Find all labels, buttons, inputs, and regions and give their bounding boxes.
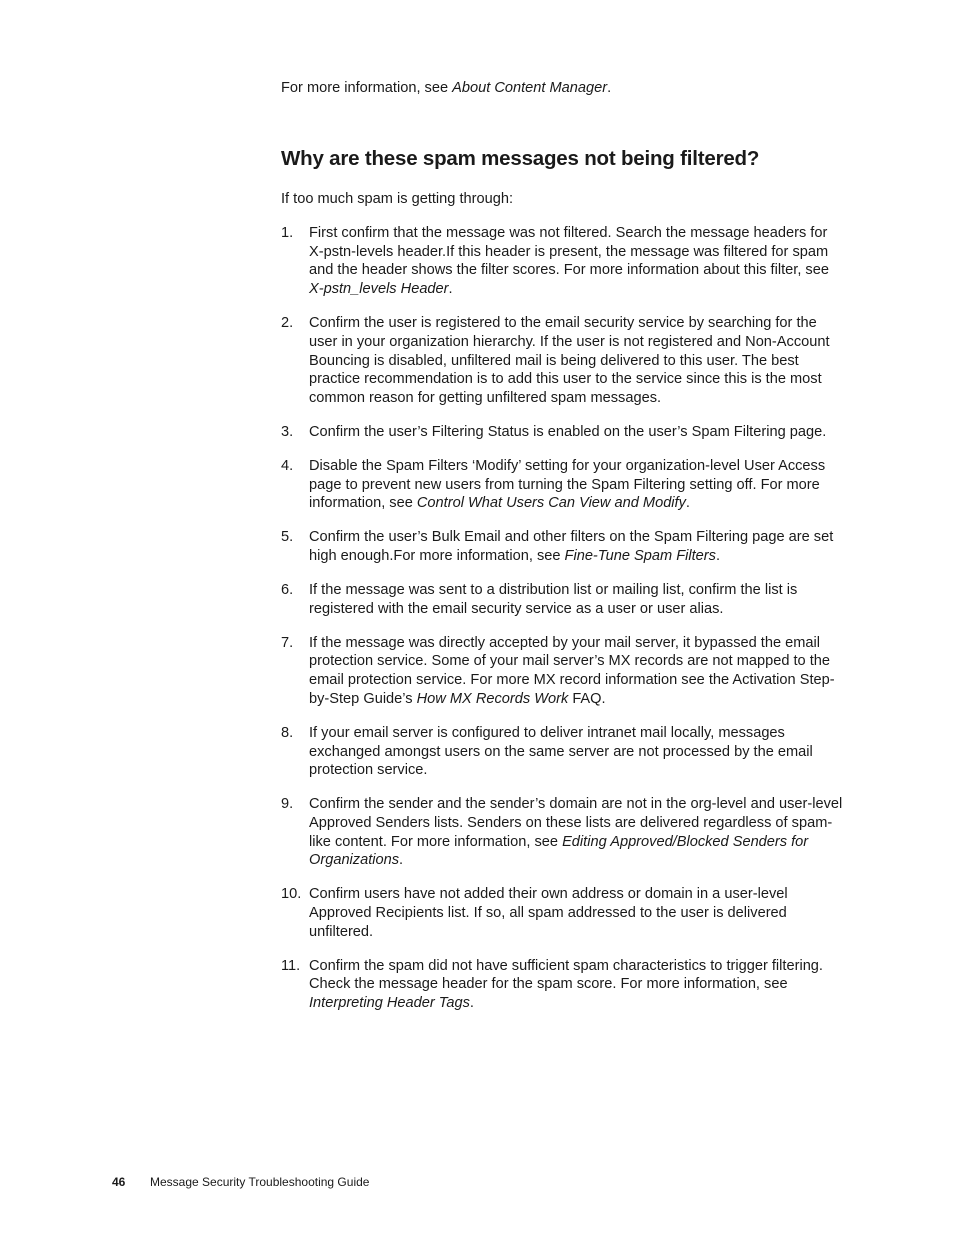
step-text-segment: If your email server is configured to deliver intranet mail locally, messages exchanged amongst users on the same server are not processed by the email protection service.: [309, 724, 813, 779]
step-text: [309, 528, 843, 565]
list-item: [281, 957, 843, 1013]
intro-suffix: .: [607, 80, 612, 96]
step-text-segment: .: [685, 495, 690, 512]
cross-reference-link[interactable]: How MX Records Work: [416, 690, 569, 707]
step-text-segment: Confirm the sender and the sender’s domain are not in the org-level and user-level Approved Senders lists. Senders on these lists are delivered regardless of spam-like content. For more information, see: [309, 796, 843, 850]
step-number: 9.: [281, 796, 294, 813]
page-footer: [112, 1174, 369, 1190]
step-text: [309, 885, 843, 941]
list-item: [281, 581, 843, 618]
list-item: [281, 528, 843, 565]
cross-reference-link[interactable]: Editing Approved/Blocked Senders for Organizations: [309, 833, 809, 869]
step-text: [309, 795, 843, 870]
step-number: 6.: [281, 582, 294, 599]
step-text-segment: Confirm the user’s Filtering Status is enabled on the user’s Spam Filtering page.: [309, 423, 827, 440]
list-item: [281, 724, 843, 780]
intro-paragraph: [281, 79, 611, 98]
step-text-segment: Confirm the user’s Bulk Email and other filters on the Spam Filtering page are set high enough.For more information, see: [309, 529, 834, 565]
step-text: [309, 314, 843, 408]
step-text: [309, 634, 843, 709]
step-text: [309, 581, 843, 618]
step-text-segment: FAQ.: [568, 690, 606, 707]
list-item: [281, 795, 843, 870]
cross-reference-link[interactable]: Interpreting Header Tags: [309, 995, 470, 1012]
intro-text: For more information, see: [281, 80, 453, 96]
step-text-segment: If the message was directly accepted by your mail server, it bypassed the email protection service. Some of your mail server’s MX records are not mapped to the email protection service. For more MX record information see the Activation Step-by-Step Guide’s: [309, 634, 835, 707]
step-text-segment: If the message was sent to a distribution list or mailing list, confirm the list is registered with the email security service as a user or user alias.: [309, 582, 798, 617]
list-item: [281, 885, 843, 941]
step-number: 8.: [281, 724, 294, 741]
step-text-segment: Confirm users have not added their own address or domain in a user-level Approved Recipients list. If so, all spam addressed to the user is delivered unfiltered.: [309, 886, 788, 940]
step-text-segment: First confirm that the message was not filtered. Search the message headers for X-pstn-levels header.If this header is present, the message was filtered for spam and the header shows the filter scores. For more information about this filter, see: [309, 225, 829, 279]
step-text: [309, 457, 843, 513]
step-text-segment: .: [469, 995, 474, 1012]
page-number: 46: [112, 1175, 126, 1189]
footer-title: Message Security Troubleshooting Guide: [150, 1175, 370, 1189]
lead-paragraph: If too much spam is getting through:: [281, 191, 514, 207]
step-number: 5.: [281, 529, 294, 546]
step-text-segment: Confirm the user is registered to the email security service by searching for the user in your organization hierarchy. If the user is not registered and Non-Account Bouncing is disabled, unfiltered mail is being delivered to this user. The best practice recommendation is to add this user to the service since this is the most common reason for getting unfiltered spam messages.: [309, 315, 830, 406]
step-text-segment: Disable the Spam Filters ‘Modify’ setting for your organization-level User Access page to prevent new users from turning the Spam Filtering setting off. For more information, see: [309, 457, 826, 512]
list-item: [281, 314, 843, 408]
list-item: [281, 423, 843, 442]
step-text-segment: .: [715, 548, 720, 565]
section-heading: Why are these spam messages not being filtered?: [281, 147, 760, 170]
step-number: 3.: [281, 423, 294, 440]
cross-reference-link[interactable]: Fine-Tune Spam Filters: [564, 548, 716, 565]
step-number: 1.: [281, 225, 294, 241]
step-text-segment: Confirm the spam did not have sufficient spam characteristics to trigger filtering. Check the message header for the spam score. For more information, see: [309, 957, 823, 993]
list-item: [281, 634, 843, 709]
cross-reference-link[interactable]: Control What Users Can View and Modify: [416, 495, 686, 512]
list-item: [281, 457, 843, 513]
steps-list: [281, 224, 843, 1028]
step-number: 10.: [281, 886, 302, 903]
cross-reference-link[interactable]: X-pstn_levels Header: [309, 281, 449, 298]
step-text-segment: .: [448, 281, 453, 298]
step-text: [309, 957, 843, 1013]
step-number: 4.: [281, 457, 294, 474]
step-text: [309, 423, 843, 442]
step-text: [309, 724, 843, 780]
step-text: [309, 224, 843, 299]
step-text-segment: .: [399, 852, 404, 869]
step-number: 2.: [281, 315, 294, 332]
step-number: 11.: [281, 957, 301, 974]
list-item: [281, 224, 843, 299]
about-content-manager-link[interactable]: About Content Manager: [452, 80, 608, 96]
step-number: 7.: [281, 634, 294, 651]
